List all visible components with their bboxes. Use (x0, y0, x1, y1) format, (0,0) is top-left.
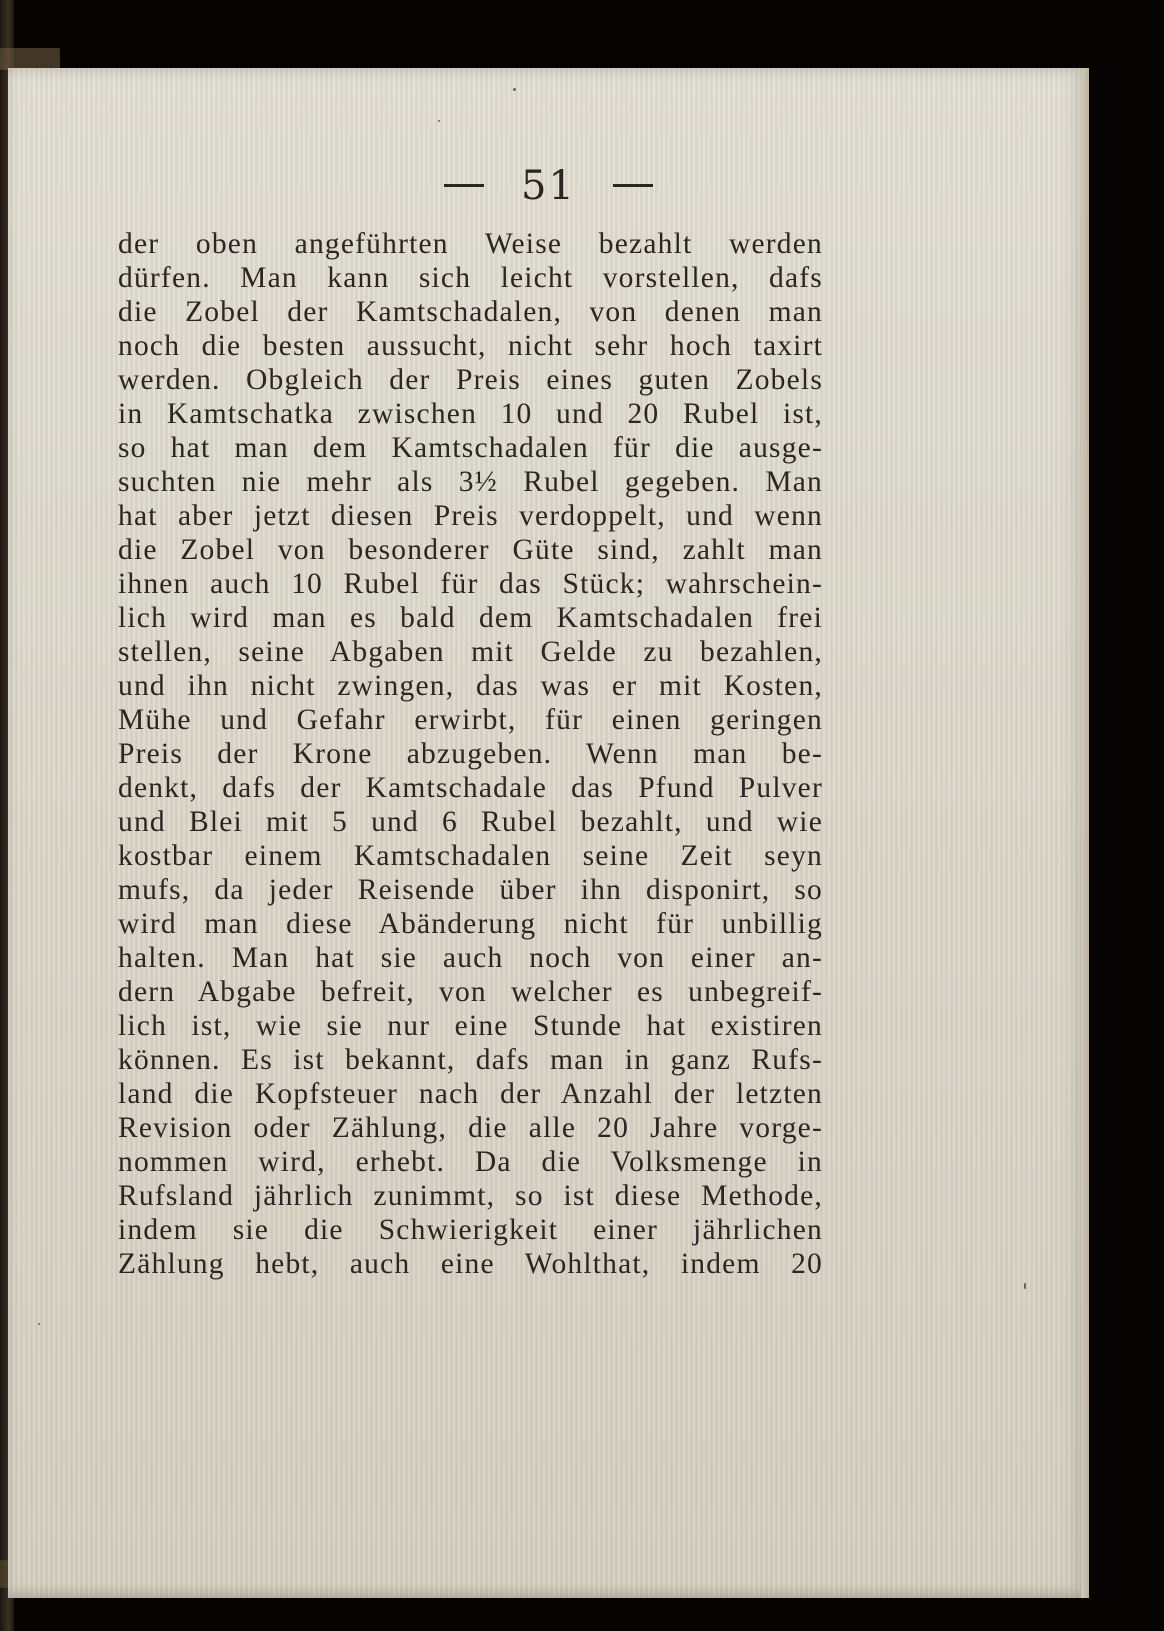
text-line: dern Abgabe befreit, von welcher es unbegreif- (118, 976, 823, 1008)
binding-stain-top (0, 48, 60, 70)
text-line: land die Kopfsteuer nach der Anzahl der letzten (118, 1078, 823, 1110)
text-line: suchten nie mehr als 3½ Rubel gegeben. Man (118, 466, 823, 498)
paper-speck (1024, 1283, 1026, 1289)
header-dash-left (444, 184, 484, 187)
body-text (118, 227, 823, 1281)
text-line: die Zobel von besonderer Güte sind, zahlt man (118, 534, 823, 566)
text-line: Zählung hebt, auch eine Wohlthat, indem 20 (118, 1248, 823, 1280)
text-line: lich wird man es bald dem Kamtschadalen frei (118, 602, 823, 634)
text-line: und Blei mit 5 und 6 Rubel bezahlt, und wie (118, 806, 823, 838)
page-header (8, 163, 1089, 209)
paper-speck (513, 88, 516, 91)
text-line: Revision oder Zählung, die alle 20 Jahre vorge- (118, 1112, 823, 1144)
text-line: wird man diese Abänderung nicht für unbillig (118, 908, 823, 940)
text-line: die Zobel der Kamtschadalen, von denen man (118, 296, 823, 328)
header-dash-right (613, 184, 653, 187)
text-line: kostbar einem Kamtschadalen seine Zeit seyn (118, 840, 823, 872)
text-line: dürfen. Man kann sich leicht vorstellen, dafs (118, 262, 823, 294)
page-number: 51 (521, 163, 576, 209)
text-line: in Kamtschatka zwischen 10 und 20 Rubel ist, (118, 398, 823, 430)
text-line: noch die besten aussucht, nicht sehr hoch taxirt (118, 330, 823, 362)
text-line: hat aber jetzt diesen Preis verdoppelt, und wenn (118, 500, 823, 532)
text-line: indem sie die Schwierigkeit einer jährlichen (118, 1214, 823, 1246)
paper-speck (438, 120, 440, 122)
text-line: so hat man dem Kamtschadalen für die ausge- (118, 432, 823, 464)
book-page (8, 68, 1089, 1598)
text-line: Mühe und Gefahr erwirbt, für einen geringen (118, 704, 823, 736)
text-line: werden. Obgleich der Preis eines guten Zobels (118, 364, 823, 396)
text-line: und ihn nicht zwingen, das was er mit Kosten, (118, 670, 823, 702)
text-line: halten. Man hat sie auch noch von einer an- (118, 942, 823, 974)
text-line: können. Es ist bekannt, dafs man in ganz Rufs- (118, 1044, 823, 1076)
text-line: nommen wird, erhebt. Da die Volksmenge in (118, 1146, 823, 1178)
page-edge (1081, 68, 1089, 1598)
text-line: mufs, da jeder Reisende über ihn disponirt, so (118, 874, 823, 906)
paper-speck (38, 1323, 40, 1325)
text-line: denkt, dafs der Kamtschadale das Pfund Pulver (118, 772, 823, 804)
text-line: ihnen auch 10 Rubel für das Stück; wahrschein- (118, 568, 823, 600)
text-line: Preis der Krone abzugeben. Wenn man be- (118, 738, 823, 770)
text-line: lich ist, wie sie nur eine Stunde hat existiren (118, 1010, 823, 1042)
text-line: stellen, seine Abgaben mit Gelde zu bezahlen, (118, 636, 823, 668)
text-line: Rufsland jährlich zunimmt, so ist diese Methode, (118, 1180, 823, 1212)
text-line: der oben angeführten Weise bezahlt werden (118, 228, 823, 260)
